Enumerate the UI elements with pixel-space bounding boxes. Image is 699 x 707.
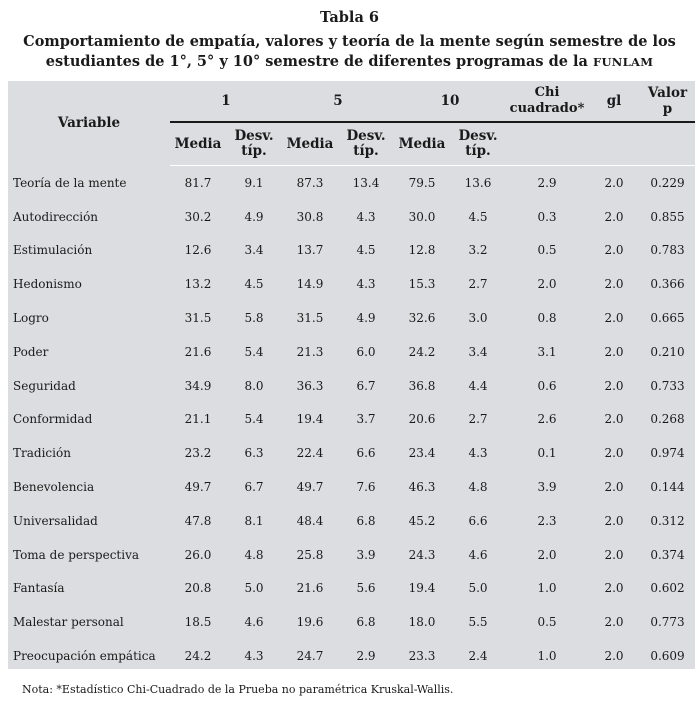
cell-d10: 4.4 (468, 378, 488, 393)
header-variable: Variable (57, 115, 121, 132)
cell-p: 0.144 (650, 480, 685, 495)
cell-m1: 18.5 (184, 615, 212, 630)
cell-m5: 21.3 (296, 344, 324, 359)
row-variable: Universalidad (13, 513, 98, 528)
cell-gl: 2.0 (604, 378, 624, 393)
table-row (8, 166, 695, 200)
cell-d10: 3.4 (468, 344, 488, 359)
cell-p: 0.609 (650, 649, 685, 664)
cell-d5: 4.3 (356, 277, 376, 292)
cell-m5: 19.4 (296, 412, 324, 427)
cell-d1: 5.8 (244, 311, 264, 326)
cell-chi: 2.6 (537, 412, 557, 427)
table-row (8, 504, 695, 538)
cell-gl: 2.0 (604, 277, 624, 292)
cell-m5: 13.7 (296, 243, 324, 258)
cell-d5: 4.9 (356, 311, 376, 326)
cell-chi: 2.0 (537, 277, 557, 292)
row-variable: Benevolencia (13, 480, 95, 495)
header-media-10: Media (394, 122, 450, 166)
row-variable: Toma de perspectiva (13, 547, 140, 562)
row-variable: Malestar personal (13, 615, 124, 630)
cell-d5: 3.7 (356, 412, 376, 427)
table-title-line-2 (0, 52, 699, 72)
cell-d1: 9.1 (244, 175, 264, 190)
row-variable: Preocupación empática (13, 649, 156, 664)
cell-d10: 4.8 (468, 480, 488, 495)
cell-gl: 2.0 (604, 175, 624, 190)
header-group-10: 10 (394, 81, 506, 122)
cell-gl: 2.0 (604, 513, 624, 528)
header-desv-5: Desv. típ. (338, 122, 394, 166)
cell-d5: 2.9 (356, 649, 376, 664)
row-variable: Tradición (13, 446, 71, 461)
cell-chi: 3.1 (537, 344, 557, 359)
cell-d5: 5.6 (356, 581, 376, 596)
cell-m10: 24.3 (408, 547, 436, 562)
cell-m1: 31.5 (184, 311, 212, 326)
row-variable: Teoría de la mente (13, 175, 127, 190)
table-row (8, 639, 695, 673)
cell-chi: 2.9 (537, 175, 557, 190)
cell-d5: 6.8 (356, 513, 376, 528)
table-row (8, 200, 695, 234)
row-variable: Autodirección (13, 209, 99, 224)
cell-d10: 13.6 (464, 175, 492, 190)
cell-d1: 8.0 (244, 378, 264, 393)
cell-m5: 14.9 (296, 277, 324, 292)
cell-d1: 4.8 (244, 547, 264, 562)
cell-m5: 87.3 (296, 175, 324, 190)
cell-gl: 2.0 (604, 615, 624, 630)
results-table (8, 81, 695, 669)
cell-p: 0.268 (650, 412, 685, 427)
cell-m5: 24.7 (296, 649, 324, 664)
cell-chi: 1.0 (537, 649, 557, 664)
cell-chi: 3.9 (537, 480, 557, 495)
cell-chi: 1.0 (537, 581, 557, 596)
cell-d1: 4.3 (244, 649, 264, 664)
cell-m1: 26.0 (184, 547, 212, 562)
cell-p: 0.602 (650, 581, 685, 596)
cell-d10: 2.7 (468, 277, 488, 292)
header-p-blank (640, 122, 695, 166)
header-desv-1: Desv. típ. (226, 122, 282, 166)
cell-m10: 15.3 (408, 277, 436, 292)
cell-gl: 2.0 (604, 209, 624, 224)
cell-p: 0.855 (650, 209, 685, 224)
cell-m10: 23.3 (408, 649, 436, 664)
cell-d10: 4.6 (468, 547, 488, 562)
cell-m10: 12.8 (408, 243, 436, 258)
cell-gl: 2.0 (604, 412, 624, 427)
cell-p: 0.366 (650, 277, 685, 292)
cell-d10: 2.7 (468, 412, 488, 427)
cell-gl: 2.0 (604, 344, 624, 359)
cell-p: 0.773 (650, 615, 685, 630)
table-note: Nota: *Estadístico Chi-Cuadrado de la Prueba no paramétrica Kruskal-Wallis. (22, 683, 454, 696)
cell-p: 0.783 (650, 243, 685, 258)
cell-p: 0.665 (650, 311, 685, 326)
cell-gl: 2.0 (604, 446, 624, 461)
table-row (8, 403, 695, 437)
cell-m10: 30.0 (408, 209, 436, 224)
cell-p: 0.733 (650, 378, 685, 393)
cell-m10: 20.6 (408, 412, 436, 427)
cell-m1: 49.7 (184, 480, 212, 495)
cell-d1: 5.0 (244, 581, 264, 596)
cell-p: 0.974 (650, 446, 685, 461)
table-title-line-1: Comportamiento de empatía, valores y teoría de la mente según semestre de los (23, 33, 676, 50)
cell-d10: 5.0 (468, 581, 488, 596)
cell-m10: 79.5 (408, 175, 436, 190)
cell-gl: 2.0 (604, 581, 624, 596)
cell-m1: 81.7 (184, 175, 212, 190)
table-row (8, 470, 695, 504)
cell-d1: 6.7 (244, 480, 264, 495)
cell-p: 0.229 (650, 175, 685, 190)
cell-gl: 2.0 (604, 243, 624, 258)
cell-gl: 2.0 (604, 547, 624, 562)
table-row (8, 301, 695, 335)
cell-m1: 12.6 (184, 243, 212, 258)
cell-m10: 18.0 (408, 615, 436, 630)
cell-d5: 6.7 (356, 378, 376, 393)
cell-d10: 3.0 (468, 311, 488, 326)
cell-m10: 24.2 (408, 344, 436, 359)
header-chi-cuadrado: Chi cuadrado* (506, 81, 588, 122)
cell-d1: 6.3 (244, 446, 264, 461)
cell-p: 0.374 (650, 547, 685, 562)
cell-m5: 36.3 (296, 378, 324, 393)
cell-d5: 13.4 (352, 175, 380, 190)
cell-m5: 31.5 (296, 311, 324, 326)
cell-d10: 5.5 (468, 615, 488, 630)
cell-d1: 5.4 (244, 412, 264, 427)
header-gl-blank (588, 122, 640, 166)
cell-m1: 24.2 (184, 649, 212, 664)
cell-m1: 20.8 (184, 581, 212, 596)
cell-m10: 32.6 (408, 311, 436, 326)
cell-d5: 6.6 (356, 446, 376, 461)
institution-acronym: FUNLAM (593, 55, 654, 69)
cell-m5: 30.8 (296, 209, 324, 224)
cell-m5: 48.4 (296, 513, 324, 528)
header-desv-10: Desv. típ. (450, 122, 506, 166)
cell-d5: 7.6 (356, 480, 376, 495)
row-variable: Logro (13, 311, 49, 326)
header-group-5: 5 (282, 81, 394, 122)
cell-d10: 4.3 (468, 446, 488, 461)
cell-m10: 46.3 (408, 480, 436, 495)
cell-chi: 0.5 (537, 243, 557, 258)
cell-m5: 21.6 (296, 581, 324, 596)
cell-d5: 4.5 (356, 243, 376, 258)
cell-chi: 2.3 (537, 513, 557, 528)
table-title-text: estudiantes de 1°, 5° y 10° semestre de diferentes programas de la (45, 53, 588, 70)
cell-m10: 36.8 (408, 378, 436, 393)
header-media-1: Media (170, 122, 226, 166)
cell-chi: 0.5 (537, 615, 557, 630)
row-variable: Estimulación (13, 243, 93, 258)
cell-m1: 47.8 (184, 513, 212, 528)
header-gl: gl (588, 81, 640, 122)
cell-m5: 22.4 (296, 446, 324, 461)
table-number: Tabla 6 (320, 9, 379, 26)
cell-m5: 25.8 (296, 547, 324, 562)
table-row (8, 335, 695, 369)
cell-m1: 13.2 (184, 277, 212, 292)
cell-m5: 19.6 (296, 615, 324, 630)
cell-m10: 23.4 (408, 446, 436, 461)
row-variable: Poder (13, 344, 49, 359)
cell-d1: 3.4 (244, 243, 264, 258)
cell-chi: 0.1 (537, 446, 557, 461)
cell-m10: 45.2 (408, 513, 436, 528)
row-variable: Fantasía (13, 581, 65, 596)
cell-m1: 23.2 (184, 446, 212, 461)
row-variable: Seguridad (13, 378, 76, 393)
cell-m5: 49.7 (296, 480, 324, 495)
cell-d1: 4.9 (244, 209, 264, 224)
cell-chi: 0.3 (537, 209, 557, 224)
header-group-1: 1 (170, 81, 282, 122)
cell-d10: 4.5 (468, 209, 488, 224)
cell-p: 0.312 (650, 513, 685, 528)
table-row (8, 605, 695, 639)
row-variable: Hedonismo (13, 277, 82, 292)
cell-chi: 2.0 (537, 547, 557, 562)
cell-d10: 3.2 (468, 243, 488, 258)
cell-chi: 0.8 (537, 311, 557, 326)
cell-gl: 2.0 (604, 649, 624, 664)
cell-d10: 6.6 (468, 513, 488, 528)
header-chi-blank (506, 122, 588, 166)
cell-d5: 6.8 (356, 615, 376, 630)
cell-d1: 5.4 (244, 344, 264, 359)
cell-m1: 21.6 (184, 344, 212, 359)
cell-gl: 2.0 (604, 480, 624, 495)
cell-m10: 19.4 (408, 581, 436, 596)
row-variable: Conformidad (13, 412, 93, 427)
table-row (8, 538, 695, 572)
table-row (8, 267, 695, 301)
cell-d10: 2.4 (468, 649, 488, 664)
header-valor-p: Valor p (640, 81, 695, 122)
cell-d5: 6.0 (356, 344, 376, 359)
cell-gl: 2.0 (604, 311, 624, 326)
cell-chi: 0.6 (537, 378, 557, 393)
table-body (8, 166, 695, 673)
cell-d1: 8.1 (244, 513, 264, 528)
table-row (8, 369, 695, 403)
cell-d5: 4.3 (356, 209, 376, 224)
cell-p: 0.210 (650, 344, 685, 359)
cell-m1: 34.9 (184, 378, 212, 393)
table-row (8, 234, 695, 268)
cell-m1: 30.2 (184, 209, 212, 224)
header-media-5: Media (282, 122, 338, 166)
cell-d5: 3.9 (356, 547, 376, 562)
table-row (8, 436, 695, 470)
cell-d1: 4.5 (244, 277, 264, 292)
cell-d1: 4.6 (244, 615, 264, 630)
cell-m1: 21.1 (184, 412, 212, 427)
table-row (8, 572, 695, 606)
